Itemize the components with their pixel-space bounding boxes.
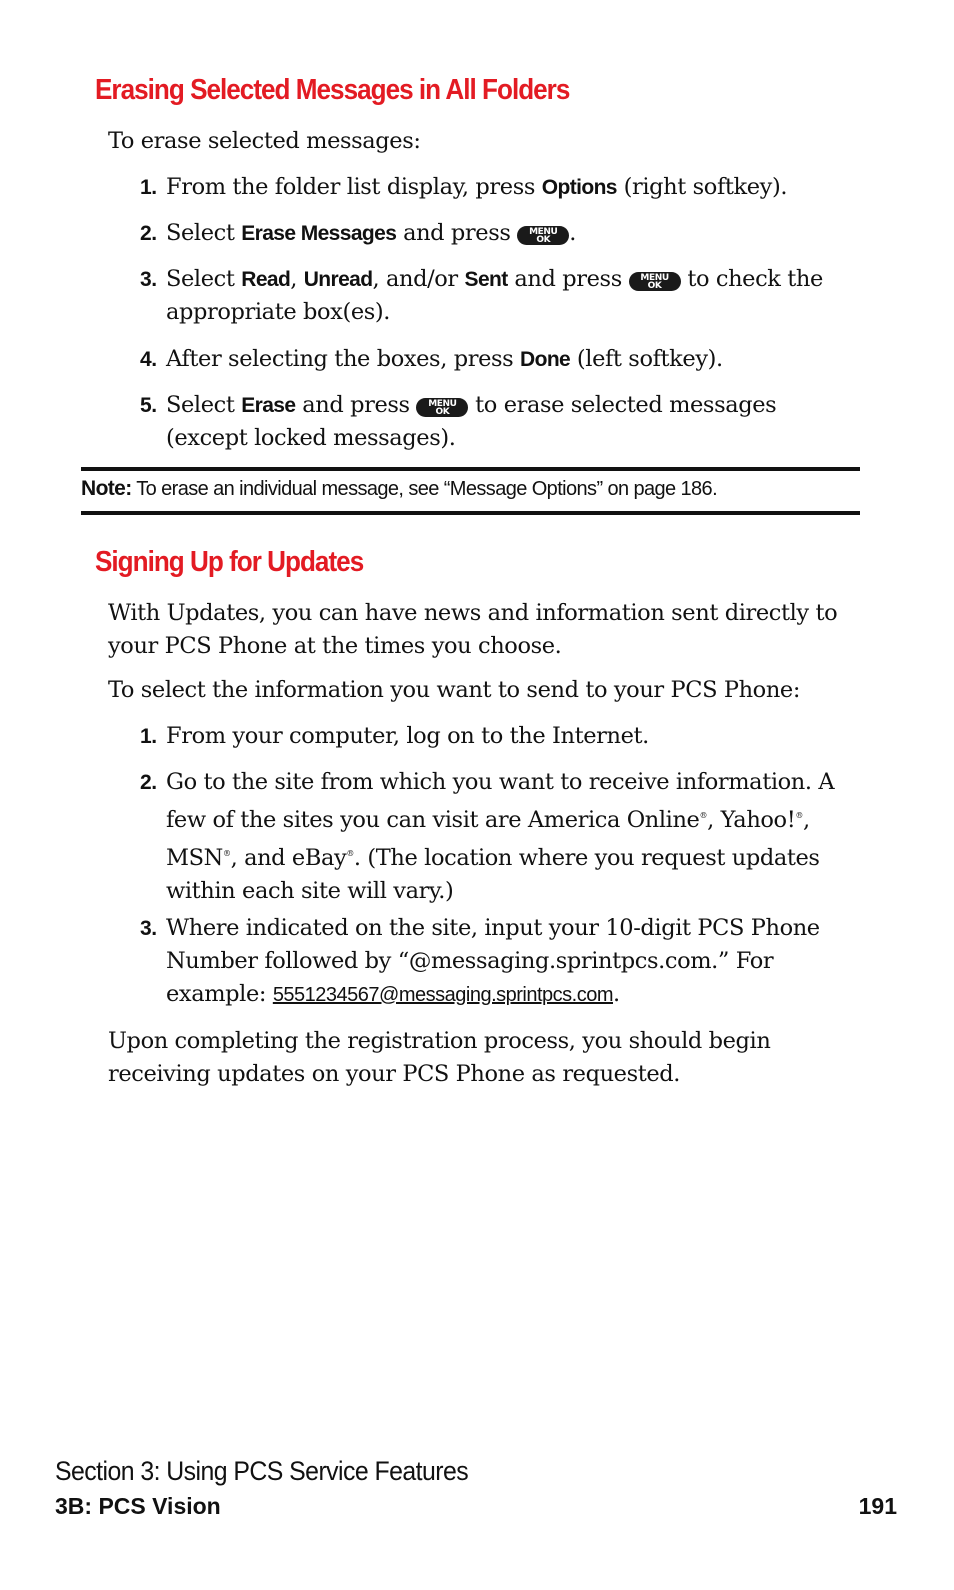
keyword-sent: Sent <box>464 268 508 291</box>
note-label: Note: <box>81 477 132 500</box>
step-text: After selecting the boxes, press Done (left softkey). <box>166 346 723 372</box>
step-number: 5. <box>140 394 157 417</box>
section-title-updates: Signing Up for Updates <box>95 546 364 578</box>
keyword-options: Options <box>541 176 617 199</box>
step-text: Select Erase Messages and press MENU OK . <box>166 220 577 246</box>
step-text: Where indicated on the site, input your 10-digit PCS Phone Number followed by “@messaging.sprintpcs.com.” For example: 5551234567@messaging.sprintpcs.com. <box>166 915 820 1007</box>
step-text: Go to the site from which you want to receive information. A few of the sites you can visit are America Online®, Yahoo!®, MSN®, and eBay®. (The location where you request updates within each site will vary.) <box>166 769 835 904</box>
step-text: Select Read, Unread, and/or Sent and press MENU OK to check the appropriate box(es). <box>166 266 823 325</box>
menu-ok-key-icon: MENU OK <box>517 226 569 245</box>
keyword-done: Done <box>520 348 571 371</box>
updates-para-3: Upon completing the registration process, you should begin receiving updates on your PCS Phone as requested. <box>108 1028 771 1087</box>
erase-step-4 <box>140 343 840 376</box>
step-number: 3. <box>140 268 157 291</box>
step-number: 1. <box>140 176 157 199</box>
updates-step-3 <box>140 912 840 1012</box>
example-email-link[interactable]: 5551234567@messaging.sprintpcs.com <box>272 984 613 1006</box>
erase-step-5 <box>140 389 840 455</box>
keyword-erase-messages: Erase Messages <box>241 222 397 245</box>
step-number: 2. <box>140 771 157 794</box>
section-title-erasing: Erasing Selected Messages in All Folders <box>95 74 570 106</box>
erase-step-3 <box>140 263 840 329</box>
step-number: 3. <box>140 917 157 940</box>
step-text: From your computer, log on to the Internet. <box>166 723 649 749</box>
erase-step-2 <box>140 217 840 250</box>
step-text: From the folder list display, press Options (right softkey). <box>166 174 788 200</box>
footer-section-title: Section 3: Using PCS Service Features <box>55 1456 469 1486</box>
keyword-erase: Erase <box>241 394 296 417</box>
note <box>81 474 860 504</box>
note-text: To erase an individual message, see “Message Options” on page 186. <box>131 478 718 500</box>
step-number: 1. <box>140 725 157 748</box>
updates-step-1 <box>140 720 840 753</box>
footer-chapter: 3B: PCS Vision <box>55 1493 221 1519</box>
keyword-read: Read <box>241 268 291 291</box>
step-number: 4. <box>140 348 157 371</box>
note-bottom-rule <box>81 511 860 515</box>
updates-para-2: To select the information you want to send to your PCS Phone: <box>108 677 801 703</box>
updates-step-2 <box>140 766 840 908</box>
step-number: 2. <box>140 222 157 245</box>
page-number: 191 <box>858 1493 897 1519</box>
erase-step-1 <box>140 171 840 204</box>
step-text: Select Erase and press MENU OK to erase selected messages (except locked messages). <box>166 392 777 451</box>
updates-para-1: With Updates, you can have news and information sent directly to your PCS Phone at the times you choose. <box>108 600 838 659</box>
menu-ok-key-icon: MENU OK <box>416 398 468 417</box>
erase-intro: To erase selected messages: <box>108 128 421 154</box>
note-top-rule <box>81 467 860 471</box>
keyword-unread: Unread <box>303 268 373 291</box>
menu-ok-key-icon: MENU OK <box>629 272 681 291</box>
